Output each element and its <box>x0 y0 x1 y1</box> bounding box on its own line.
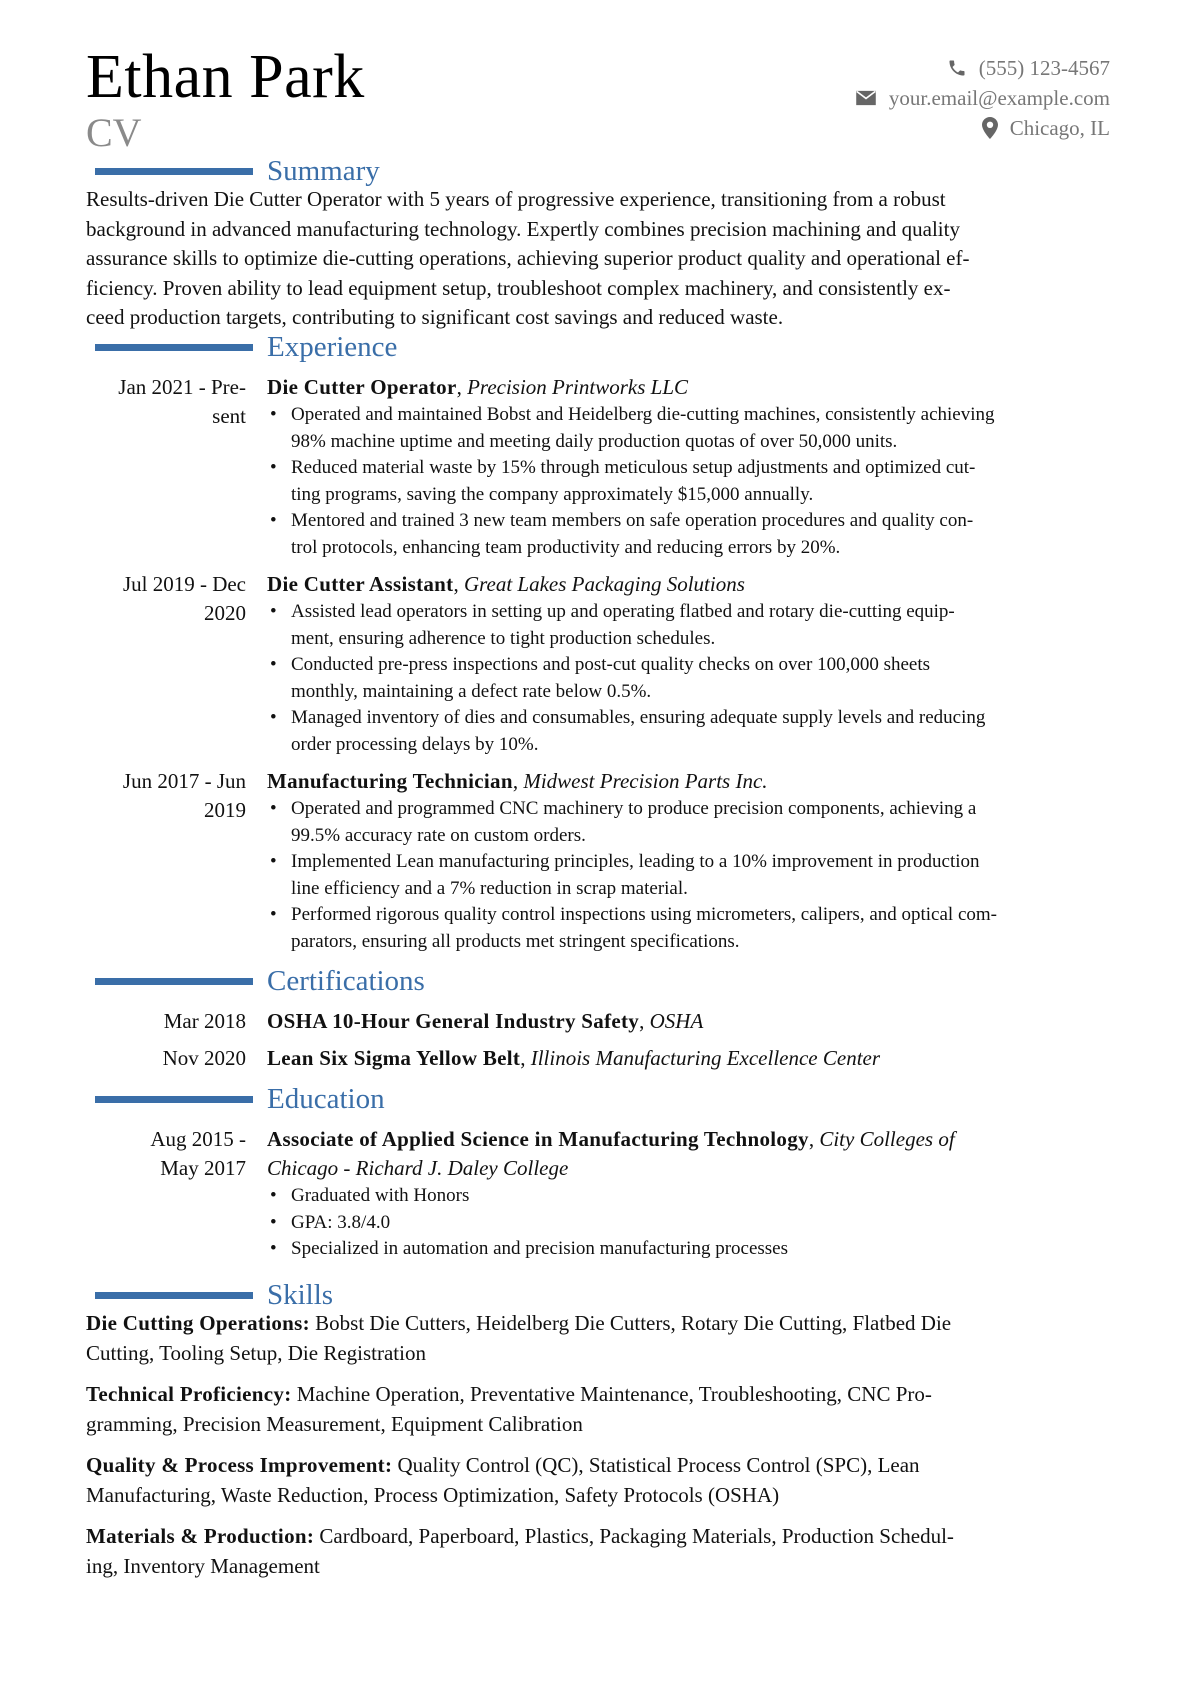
section-accent-bar <box>95 978 253 985</box>
job-role: Manufacturing Technician <box>267 769 513 793</box>
certification-name: OSHA 10-Hour General Industry Safety <box>267 1009 640 1033</box>
summary-line: assurance skills to optimize die-cutting operations, achieving superior product quality and operational ef- <box>86 246 970 270</box>
contact-location-row <box>855 113 1110 143</box>
contact-email[interactable]: your.email@example.com <box>888 86 1110 110</box>
skill-group-label: Quality & Process Improvement: <box>86 1453 393 1477</box>
list-item: • Performed rigorous quality control inspections using micrometers, calipers, and optical com- parators, ensuring all products met stringent specifications. <box>267 902 1117 955</box>
contact-location: Chicago, IL <box>1009 116 1110 140</box>
list-item: • Graduated with Honors <box>267 1183 1117 1210</box>
section-accent-bar <box>95 168 253 175</box>
job-company: Great Lakes Packaging Solutions <box>463 572 745 596</box>
entry-title: Lean Six Sigma Yellow Belt, Illinois Manufacturing Excellence Center <box>267 1046 881 1070</box>
contact-phone-row <box>855 53 1110 83</box>
list-item: • Operated and maintained Bobst and Heidelberg die-cutting machines, consistently achieving 98% machine uptime and meeting daily production quotas of over 50,000 units. <box>267 402 1117 455</box>
section-title: Certifications <box>267 965 425 997</box>
entry-title: OSHA 10-Hour General Industry Safety, OSHA <box>267 1009 704 1033</box>
section-title: Skills <box>267 1279 334 1311</box>
entry-date: Aug 2015 - May 2017 <box>150 1127 246 1180</box>
certification-name: Lean Six Sigma Yellow Belt <box>267 1046 521 1070</box>
school-name: City Colleges of <box>819 1127 955 1151</box>
entry-title: Die Cutter Assistant, Great Lakes Packaging Solutions <box>267 572 745 596</box>
candidate-name: Ethan Park <box>86 43 365 111</box>
section-accent-bar <box>95 344 253 351</box>
summary-line: background in advanced manufacturing technology. Expertly combines precision machining and quality <box>86 216 960 241</box>
skill-group: Materials & Production: Cardboard, Paperboard, Plastics, Packaging Materials, Production Schedul- ing, Inventory Management <box>86 1524 954 1578</box>
contact-email-row <box>855 83 1110 113</box>
section-accent-bar <box>95 1096 253 1103</box>
entry-title: Manufacturing Technician, Midwest Precision Parts Inc. <box>267 769 768 793</box>
list-item: • Conducted pre-press inspections and post-cut quality checks on over 100,000 sheets monthly, maintaining a defect rate below 0.5%. <box>267 652 1117 705</box>
job-role: Die Cutter Assistant <box>267 572 454 596</box>
entry-date: Jun 2017 - Jun 2019 <box>122 769 246 822</box>
section-heading-certifications <box>95 966 425 996</box>
job-company: Precision Printworks LLC <box>467 375 689 399</box>
entry-bullets <box>267 402 1117 561</box>
section-title: Experience <box>267 331 398 363</box>
entry-bullets <box>267 599 1117 758</box>
list-item: • Implemented Lean manufacturing principles, leading to a 10% improvement in production line efficiency and a 7% reduction in scrap material. <box>267 849 1117 902</box>
entry-date: Nov 2020 <box>162 1046 246 1070</box>
skill-group: Technical Proficiency: Machine Operation, Preventative Maintenance, Troubleshooting, CNC Pro- gramming, Precision Measurement, Equipment Calibration <box>86 1382 932 1436</box>
contact-phone[interactable]: (555) 123-4567 <box>978 56 1110 80</box>
certification-issuer: OSHA <box>649 1009 704 1033</box>
school-name-continued: Chicago - Richard J. Daley College <box>267 1156 569 1180</box>
phone-icon <box>947 58 967 78</box>
section-heading-experience <box>95 332 397 362</box>
entry-date: Jul 2019 - Dec 2020 <box>122 572 246 625</box>
skill-group: Quality & Process Improvement: Quality Control (QC), Statistical Process Control (SPC), Lean Manufacturing, Waste Reduction, Process Optimization, Safety Protocols (OSHA) <box>86 1453 920 1507</box>
skill-group-label: Technical Proficiency: <box>86 1382 292 1406</box>
list-item: • GPA: 3.8/4.0 <box>267 1210 1117 1237</box>
summary-line: ceed production targets, contributing to significant cost savings and reduced waste. <box>86 305 784 329</box>
certification-issuer: Illinois Manufacturing Excellence Center <box>530 1046 881 1070</box>
skill-group: Die Cutting Operations: Bobst Die Cutters, Heidelberg Die Cutters, Rotary Die Cutting, Flatbed Die Cutting, Tooling Setup, Die Registration <box>86 1311 952 1365</box>
document-subtitle: CV <box>86 110 142 155</box>
job-role: Die Cutter Operator <box>267 375 457 399</box>
degree-name: Associate of Applied Science in Manufacturing Technology <box>267 1127 809 1151</box>
entry-date: Mar 2018 <box>163 1009 246 1033</box>
entry-bullets <box>267 1183 1117 1263</box>
job-company: Midwest Precision Parts Inc. <box>523 769 768 793</box>
list-item: • Mentored and trained 3 new team members on safe operation procedures and quality con- trol protocols, enhancing team productivity and reducing errors by 20%. <box>267 508 1117 561</box>
entry-date: Jan 2021 - Pre- sent <box>118 375 246 428</box>
summary-line: ficiency. Proven ability to lead equipment setup, troubleshoot complex machinery, and consistently ex- <box>86 275 951 300</box>
section-heading-summary <box>95 156 380 186</box>
list-item: • Operated and programmed CNC machinery to produce precision components, achieving a 99.5% accuracy rate on custom orders. <box>267 796 1117 849</box>
envelope-icon <box>855 90 877 106</box>
entry-title: Associate of Applied Science in Manufacturing Technology, City Colleges of Chicago - Richard J. Daley College <box>267 1127 955 1180</box>
entry-title: Die Cutter Operator, Precision Printworks LLC <box>267 375 689 399</box>
list-item: • Specialized in automation and precision manufacturing processes <box>267 1236 1117 1263</box>
skill-group-label: Die Cutting Operations: <box>86 1311 310 1335</box>
section-heading-skills <box>95 1280 333 1310</box>
summary-text <box>86 185 1116 333</box>
map-pin-icon <box>982 117 998 139</box>
section-heading-education <box>95 1084 385 1114</box>
list-item: • Managed inventory of dies and consumables, ensuring adequate supply levels and reducing order processing delays by 10%. <box>267 705 1117 758</box>
section-title: Education <box>267 1083 385 1115</box>
list-item: • Reduced material waste by 15% through meticulous setup adjustments and optimized cut- ting programs, saving the company approximately $15,000 annually. <box>267 455 1117 508</box>
list-item: • Assisted lead operators in setting up and operating flatbed and rotary die-cutting equip- ment, ensuring adherence to tight production schedules. <box>267 599 1117 652</box>
section-accent-bar <box>95 1292 253 1299</box>
skill-group-label: Materials & Production: <box>86 1524 315 1548</box>
summary-line: Results-driven Die Cutter Operator with 5 years of progressive experience, transitioning from a robust <box>86 187 946 211</box>
section-title: Summary <box>267 155 380 187</box>
entry-bullets <box>267 796 1117 955</box>
contact-block <box>855 53 1110 143</box>
